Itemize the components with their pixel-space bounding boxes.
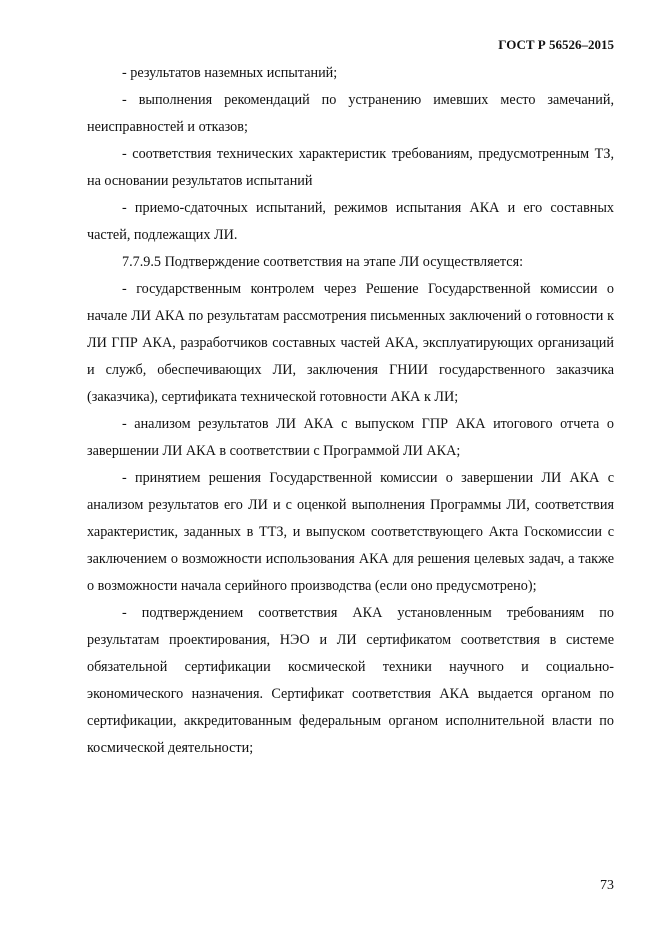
document-header-standard-code: ГОСТ Р 56526–2015	[498, 37, 614, 52]
paragraph-state-control: - государственным контролем через Решение Государственной комиссии о начале ЛИ АКА по результатам рассмотрения письменных заключений о готовности к ЛИ ГПР АКА, разработчиков составных частей АКА, эксплуатирующих организаций и служб, обеспечивающих ЛИ, заключения ГНИИ государственного заказчика (заказчика), сертификата технической готовности АКА к ЛИ;	[87, 281, 614, 405]
page-number: 73	[600, 878, 614, 893]
paragraph-commission-decision: - принятием решения Государственной комиссии о завершении ЛИ АКА с анализом результатов его ЛИ и с оценкой выполнения Программы ЛИ, соответствия характеристик, заданных в ТТЗ, и выпуском соответствующего Акта Госкомиссии с заключением о возможности использования АКА для решения целевых задач, а также о возможности начала серийного производства (если оно предусмотрено);	[87, 470, 614, 594]
paragraph-certification: - подтверждением соответствия АКА установленным требованиям по результатам проектирования, НЭО и ЛИ сертификатом соответствия в системе обязательной сертификации космической техники научного и социально-экономического назначения. Сертификат соответствия АКА выдается органом по сертификации, аккредитованным федеральным органом исполнительной власти по космической деятельности;	[87, 605, 614, 756]
paragraph-acceptance-tests: - приемо-сдаточных испытаний, режимов испытания АКА и его составных частей, подлежащих ЛИ.	[87, 200, 614, 243]
paragraph-results-analysis: - анализом результатов ЛИ АКА с выпуском ГПР АКА итогового отчета о завершении ЛИ АКА в соответствии с Программой ЛИ АКА;	[87, 416, 614, 459]
document-body	[87, 60, 614, 762]
paragraph-ground-tests: - результатов наземных испытаний;	[122, 65, 338, 81]
paragraph-recommendations: - выполнения рекомендаций по устранению имевших место замечаний, неисправностей и отказов;	[87, 92, 614, 135]
paragraph-section-7-7-9-5: 7.7.9.5 Подтверждение соответствия на этапе ЛИ осуществляется:	[122, 254, 524, 270]
paragraph-technical-compliance: - соответствия технических характеристик требованиям, предусмотренным ТЗ, на основании результатов испытаний	[87, 146, 614, 189]
